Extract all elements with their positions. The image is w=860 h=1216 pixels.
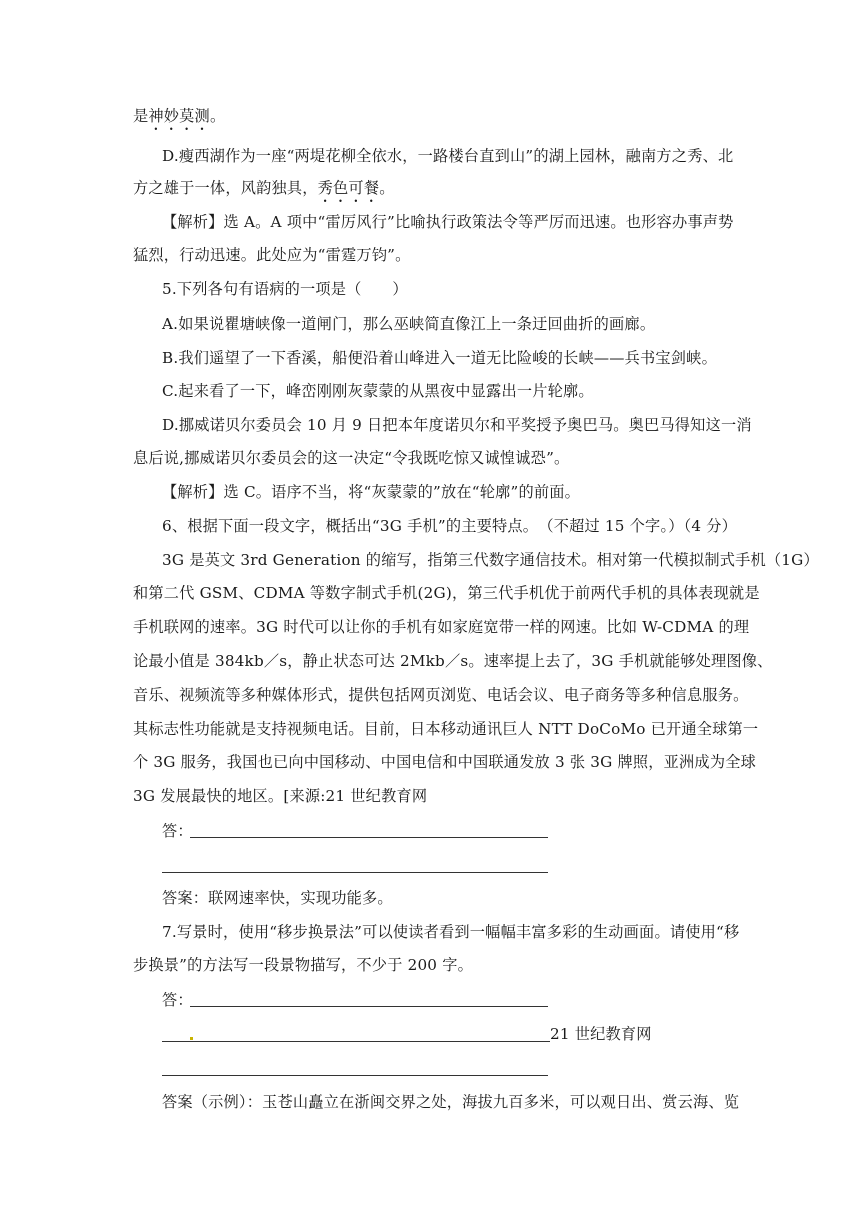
passage-line: 手机联网的速率。3G 时代可以让你的手机有如家庭宽带一样的网速。比如 W-CDMA 的理 (133, 618, 750, 636)
stray-mark (190, 1037, 193, 1040)
option-d-line: D.挪威诺贝尔委员会 10 月 9 日把本年度诺贝尔和平奖授予奥巴马。奥巴马得知这一消 (162, 416, 752, 434)
question-7-title: 7.写景时，使用“移步换景法”可以使读者看到一幅幅丰富多彩的生动画面。请使用“移 (162, 923, 740, 941)
option-a-line: A.如果说瞿塘峡像一道闸门，那么巫峡简直像江上一条迂回曲折的画廊。 (162, 315, 656, 333)
passage-line: 论最小值是 384kb／s，静止状态可达 2Mkb／s。速率提上去了，3G 手机就能够处理图像、 (133, 652, 773, 670)
text-span: 。 (379, 179, 395, 197)
sample-answer: 答案（示例）：玉苍山矗立在浙闽交界之处，海拔九百多米，可以观日出、赏云海、览 (162, 1093, 740, 1111)
question-5-title: 5.下列各句有语病的一项是（ ） (162, 280, 408, 298)
answer-blank-line (162, 1041, 550, 1042)
answer-text: 答案：联网速率快，实现功能多。 (162, 889, 393, 907)
text-span: 方之雄于一体，风韵独具， (133, 179, 318, 197)
text-line: 息后说,挪威诺贝尔委员会的这一决定“令我既吃惊又诚惶诚恐”。 (133, 449, 570, 467)
text-span: 。 (209, 107, 226, 125)
emphasized-idiom: 神妙莫测 (148, 107, 210, 125)
watermark-text: 21 世纪教育网 (550, 1025, 652, 1043)
text-line: 步换景”的方法写一段景物描写，不少于 200 字。 (133, 956, 473, 974)
text-line (133, 178, 395, 206)
analysis-line: 【解析】选 C。语序不当，将“灰蒙蒙的”放在“轮廓”的前面。 (162, 483, 581, 501)
passage-line: 个 3G 服务，我国也已向中国移动、中国电信和中国联通发放 3 张 3G 牌照，亚洲成为全球 (133, 753, 756, 771)
answer-label: 答： (162, 822, 193, 840)
passage-line: 3G 发展最快的地区。[来源:21 世纪教育网 (133, 787, 428, 805)
emphasized-idiom: 秀色可餐 (317, 179, 380, 197)
answer-blank-line (162, 872, 548, 873)
answer-blank-line (190, 1006, 548, 1007)
passage-line: 3G 是英文 3rd Generation 的缩写，指第三代数字通信技术。相对第一代模拟制式手机（1G） (162, 551, 819, 569)
text-line (133, 106, 225, 134)
answer-blank-line (162, 1075, 548, 1076)
passage-line: 其标志性功能就是支持视频电话。目前，日本移动通讯巨人 NTT DoCoMo 已开通全球第一 (133, 720, 759, 738)
text-line: 猛烈，行动迅速。此处应为“雷霆万钧”。 (133, 246, 411, 264)
question-6-title: 6、根据下面一段文字，概括出“3G 手机”的主要特点。 （不超过 15 个字。）（4 分） (162, 517, 738, 535)
passage-line: 音乐、视频流等多种媒体形式，提供包括网页浏览、电话会议、电子商务等多种信息服务。 (133, 686, 749, 704)
analysis-line: 【解析】选 A。A 项中“雷厉风行”比喻执行政策法令等严厉而迅速。也形容办事声势 (162, 213, 734, 231)
option-d-line: D.瘦西湖作为一座“两堤花柳全依水，一路楼台直到山”的湖上园林，融南方之秀、北 (162, 147, 734, 165)
text-span: 是 (133, 107, 149, 125)
option-c-line: C.起来看了一下，峰峦刚刚灰蒙蒙的从黑夜中显露出一片轮廓。 (162, 382, 594, 400)
answer-label: 答： (162, 991, 193, 1009)
option-b-line: B.我们遥望了一下香溪，船便沿着山峰进入一道无比险峻的长峡——兵书宝剑峡。 (162, 349, 717, 367)
passage-line: 和第二代 GSM、CDMA 等数字制式手机(2G)，第三代手机优于前两代手机的具体表现就是 (133, 584, 760, 602)
answer-blank-line (190, 837, 548, 838)
